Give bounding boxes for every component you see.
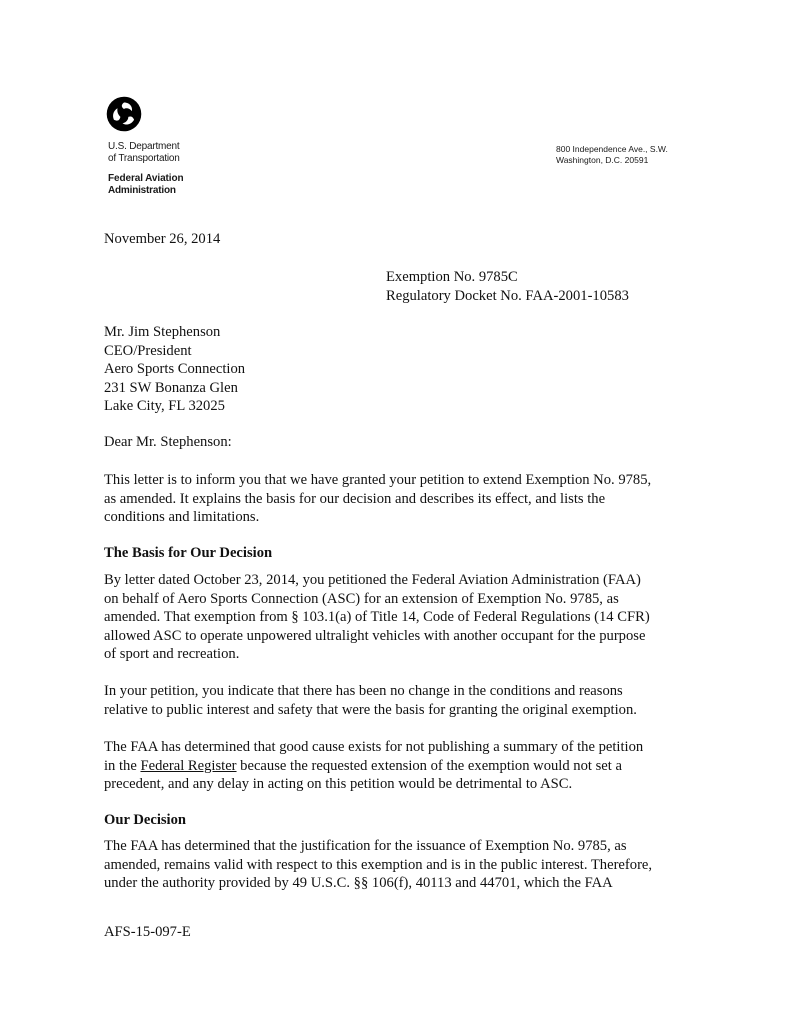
- exemption-number: Exemption No. 9785C: [386, 269, 518, 285]
- decision-heading: Our Decision: [104, 812, 187, 828]
- basis-p3-text: in the: [104, 757, 141, 774]
- reference-block: [386, 268, 629, 305]
- intro-line: conditions and limitations.: [104, 509, 260, 525]
- decision-line: amended, remains valid with respect to this exemption and is in the public interest. Therefore,: [104, 856, 653, 873]
- decision-line: under the authority provided by 49 U.S.C. §§ 106(f), 40113 and 44701, which the FAA: [104, 875, 613, 891]
- basis-paragraph-3: [104, 738, 704, 794]
- addressee-street: 231 SW Bonanza Glen: [104, 379, 238, 396]
- basis-p1-line: By letter dated October 23, 2014, you petitioned the Federal Aviation Administration (FAA): [104, 572, 641, 588]
- document-code: AFS-15-097-E: [104, 924, 191, 940]
- addressee-title: CEO/President: [104, 342, 192, 359]
- basis-p1-line: of sport and recreation.: [104, 646, 240, 662]
- basis-p2-line: relative to public interest and safety that were the basis for granting the original exemption.: [104, 701, 637, 718]
- agency-name: [108, 141, 183, 197]
- basis-p3-line: The FAA has determined that good cause exists for not publishing a summary of the petition: [104, 739, 644, 755]
- faa-line-1: Federal Aviation: [108, 173, 184, 184]
- basis-p3-text: because the requested extension of the exemption would not set a: [236, 757, 622, 774]
- basis-p1-line: allowed ASC to operate unpowered ultralight vehicles with another occupant for the purpose: [104, 627, 646, 644]
- addressee-block: [104, 323, 245, 416]
- address-line-2: Washington, D.C. 20591: [556, 155, 649, 165]
- intro-line: This letter is to inform you that we have granted your petition to extend Exemption No. 9785,: [104, 472, 652, 488]
- salutation: Dear Mr. Stephenson:: [104, 434, 232, 450]
- addressee-name: Mr. Jim Stephenson: [104, 324, 221, 340]
- faa-line-2: Administration: [108, 185, 176, 196]
- intro-paragraph: [104, 471, 704, 527]
- address-line-1: 800 Independence Ave., S.W.: [556, 144, 668, 154]
- basis-p3-line: precedent, and any delay in acting on this petition would be detrimental to ASC.: [104, 776, 573, 792]
- basis-p2-line: In your petition, you indicate that there has been no change in the conditions and reasons: [104, 683, 623, 699]
- basis-heading: The Basis for Our Decision: [104, 545, 273, 561]
- intro-line: as amended. It explains the basis for our decision and describes its effect, and lists the: [104, 490, 606, 507]
- basis-paragraph-1: [104, 571, 704, 664]
- basis-p1-line: amended. That exemption from § 103.1(a) of Title 14, Code of Federal Regulations (14 CFR): [104, 609, 650, 625]
- addressee-company: Aero Sports Connection: [104, 361, 246, 377]
- federal-register-title: Federal Register: [140, 757, 237, 774]
- agency-address: [556, 144, 668, 166]
- basis-paragraph-2: [104, 682, 704, 719]
- dept-line-2: of Transportation: [108, 153, 180, 164]
- docket-number: Regulatory Docket No. FAA-2001-10583: [386, 287, 629, 304]
- dept-line-1: U.S. Department: [108, 141, 180, 152]
- dot-triskelion-logo-icon: [106, 96, 142, 132]
- addressee-city: Lake City, FL 32025: [104, 398, 225, 414]
- basis-p3-line: [104, 757, 704, 776]
- decision-paragraph: [104, 837, 704, 893]
- decision-line: The FAA has determined that the justification for the issuance of Exemption No. 9785, as: [104, 838, 627, 854]
- basis-p1-line: on behalf of Aero Sports Connection (ASC) for an extension of Exemption No. 9785, as: [104, 590, 619, 607]
- letter-date: November 26, 2014: [104, 231, 221, 247]
